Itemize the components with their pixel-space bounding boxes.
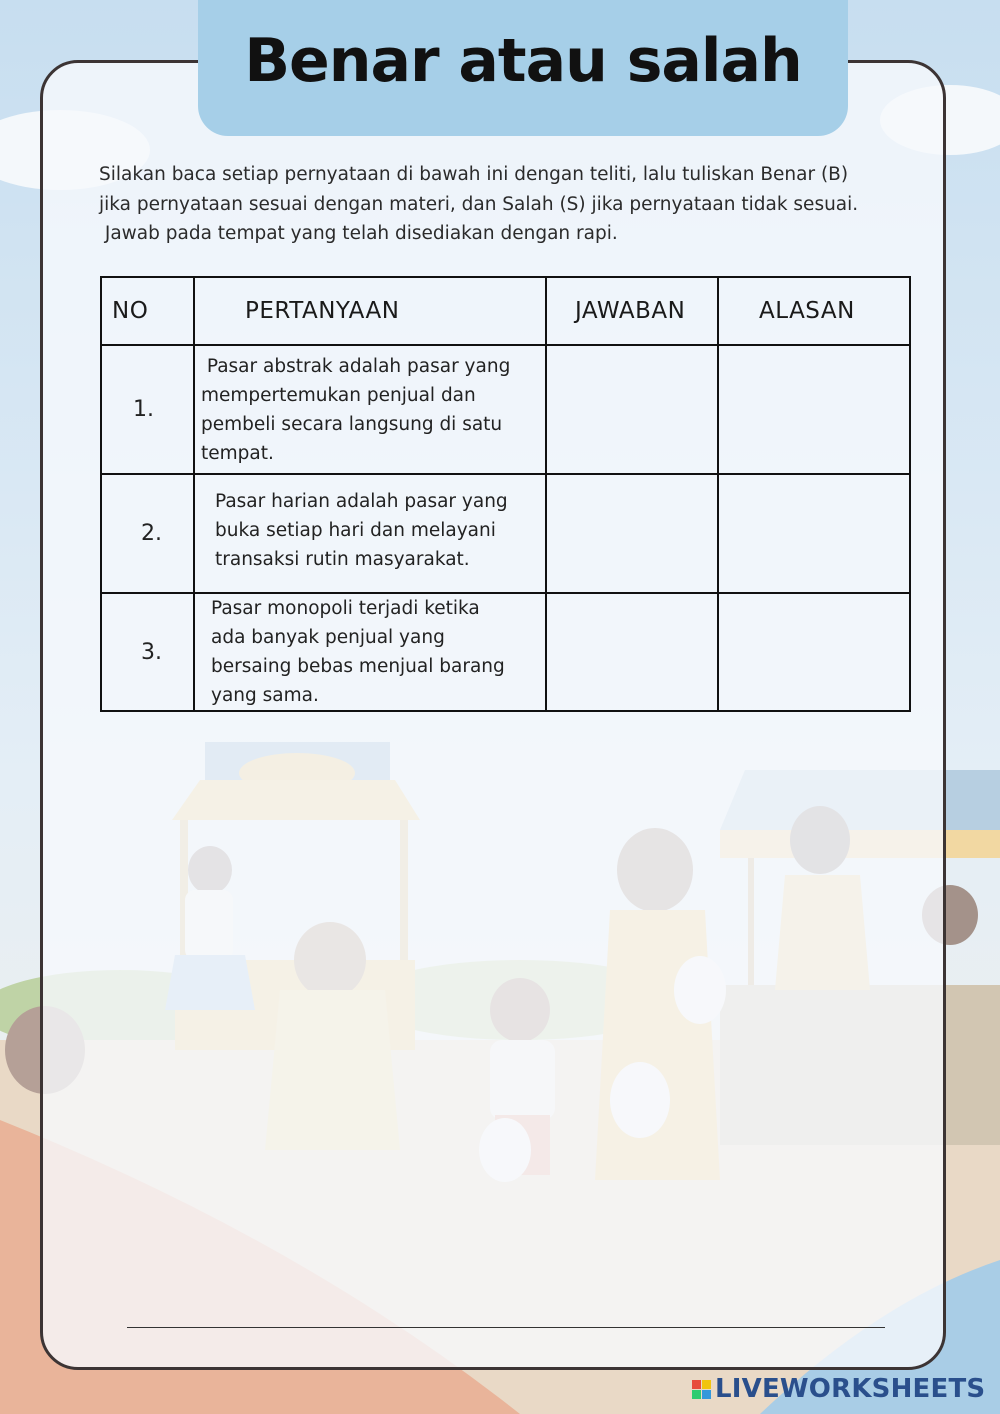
question-line: Pasar harian adalah pasar yang — [215, 491, 508, 512]
reason-input-cell[interactable] — [718, 474, 910, 593]
question-line: Pasar abstrak adalah pasar yang — [201, 356, 511, 377]
row-number: 2. — [101, 474, 194, 593]
liveworksheets-brand — [692, 1372, 985, 1406]
instruction-line: jika pernyataan sesuai dengan materi, dan Salah (S) jika pernyataan tidak sesuai. — [99, 193, 859, 215]
header-question: PERTANYAAN — [194, 277, 546, 345]
logo-square — [702, 1390, 711, 1399]
reason-input-cell[interactable] — [718, 345, 910, 474]
reason-input-cell[interactable] — [718, 593, 910, 711]
table-row — [101, 345, 910, 474]
table-header-row — [101, 277, 910, 345]
table-row — [101, 474, 910, 593]
question-line: transaksi rutin masyarakat. — [215, 549, 470, 570]
header-reason: ALASAN — [718, 277, 910, 345]
question-line: Pasar monopoli terjadi ketika — [211, 598, 480, 619]
instructions — [99, 160, 919, 249]
answer-input-cell[interactable] — [546, 345, 718, 474]
question-line: mempertemukan penjual dan — [201, 385, 476, 406]
question-line: tempat. — [201, 443, 274, 464]
instruction-line: Jawab pada tempat yang telah disediakan dengan rapi. — [99, 223, 618, 244]
question-line: bersaing bebas menjual barang — [211, 656, 505, 677]
liveworksheets-logo-icon — [692, 1380, 711, 1399]
logo-square — [692, 1380, 701, 1389]
worksheet-card — [40, 60, 946, 1370]
header-answer: JAWABAN — [546, 277, 718, 345]
question-table — [100, 276, 911, 712]
question-line: yang sama. — [211, 685, 319, 706]
question-line: ada banyak penjual yang — [211, 627, 445, 648]
title-banner — [198, 0, 848, 136]
brand-name: LIVEWORKSHEETS — [715, 1374, 986, 1404]
question-cell — [194, 474, 546, 593]
logo-square — [692, 1390, 701, 1399]
question-cell — [194, 345, 546, 474]
question-cell — [194, 593, 546, 711]
row-number: 3. — [101, 593, 194, 711]
page-title: Benar atau salah — [244, 26, 802, 96]
table-row — [101, 593, 910, 711]
instruction-line: Silakan baca setiap pernyataan di bawah ini dengan teliti, lalu tuliskan Benar (B) — [99, 164, 849, 185]
logo-square — [702, 1380, 711, 1389]
row-number: 1. — [101, 345, 194, 474]
answer-input-cell[interactable] — [546, 474, 718, 593]
signature-line — [127, 1327, 885, 1328]
question-line: pembeli secara langsung di satu — [201, 414, 503, 435]
header-no: NO — [101, 277, 194, 345]
question-line: buka setiap hari dan melayani — [215, 520, 496, 541]
answer-input-cell[interactable] — [546, 593, 718, 711]
